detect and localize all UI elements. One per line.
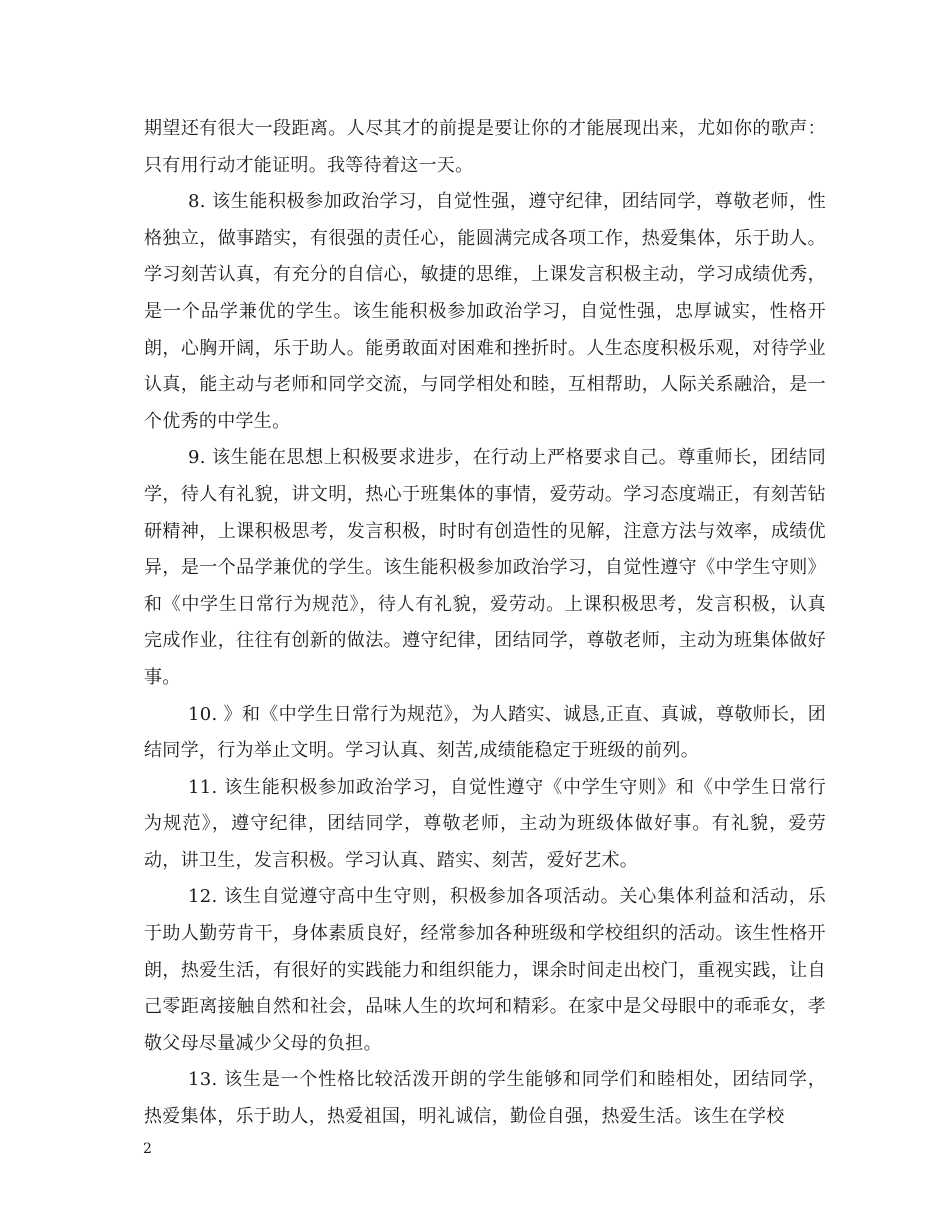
paragraph-item-10: 10. 》和《中学生日常行为规范》，为人踏实、诚恳,正直、真诚，尊敬师长，团结同学，行为举止文明。学习认真、刻苦,成绩能稳定于班级的前列。 xyxy=(144,703,826,762)
paragraph-item-9: 9. 该生能在思想上积极要求进步，在行动上严格要求自己。尊重师长，团结同学，待人有礼貌，讲文明，热心于班集体的事情，爱劳动。学习态度端正，有刻苦钻研精神，上课积极思考，发言积极，时时有创造性的见解，注意方法与效率，成绩优异，是一个品学兼优的学生。该生能积极参加政治学习，自觉性遵守《中学生守则》和《中学生日常行为规范》，待人有礼貌，爱劳动。上课积极思考，发言积极，认真完成作业，往往有创新的做法。遵守纪律，团结同学，尊敬老师，主动为班集体做好事。 xyxy=(144,447,826,688)
paragraph-item-8: 8. 该生能积极参加政治学习，自觉性强，遵守纪律，团结同学，尊敬老师，性格独立，做事踏实，有很强的责任心，能圆满完成各项工作，热爱集体，乐于助人。学习刻苦认真，有充分的自信心，敏捷的思维，上课发言积极主动，学习成绩优秀，是一个品学兼优的学生。该生能积极参加政治学习，自觉性强，忠厚诚实，性格开朗，心胸开阔，乐于助人。能勇敢面对困难和挫折时。人生态度积极乐观，对待学业认真，能主动与老师和同学交流，与同学相处和睦，互相帮助，人际关系融洽，是一个优秀的中学生。 xyxy=(144,191,826,432)
paragraph-item-12: 12. 该生自觉遵守高中生守则，积极参加各项活动。关心集体利益和活动，乐于助人勤劳肯干，身体素质良好，经常参加各种班级和学校组织的活动。该生性格开朗，热爱生活，有很好的实践能力和组织能力，课余时间走出校门，重视实践，让自己零距离接触自然和社会，品味人生的坎坷和精彩。在家中是父母眼中的乖乖女，孝敬父母尽量减少父母的负担。 xyxy=(144,886,826,1054)
paragraph-item-13: 13. 该生是一个性格比较活泼开朗的学生能够和同学们和睦相处，团结同学，热爱集体，乐于助人，热爱祖国，明礼诚信，勤俭自强，热爱生活。该生在学校 xyxy=(144,1069,826,1128)
paragraph-item-11: 11. 该生能积极参加政治学习，自觉性遵守《中学生守则》和《中学生日常行为规范》，遵守纪律，团结同学，尊敬老师，主动为班级体做好事。有礼貌，爱劳动，讲卫生，发言积极。学习认真、踏实、刻苦，爱好艺术。 xyxy=(144,776,826,871)
paragraph-continuation: 期望还有很大一段距离。人尽其才的前提是要让你的才能展现出来，尤如你的歌声：只有用行动才能证明。我等待着这一天。 xyxy=(144,118,826,176)
page-number: 2 xyxy=(143,1141,152,1157)
document-body xyxy=(144,111,826,1136)
